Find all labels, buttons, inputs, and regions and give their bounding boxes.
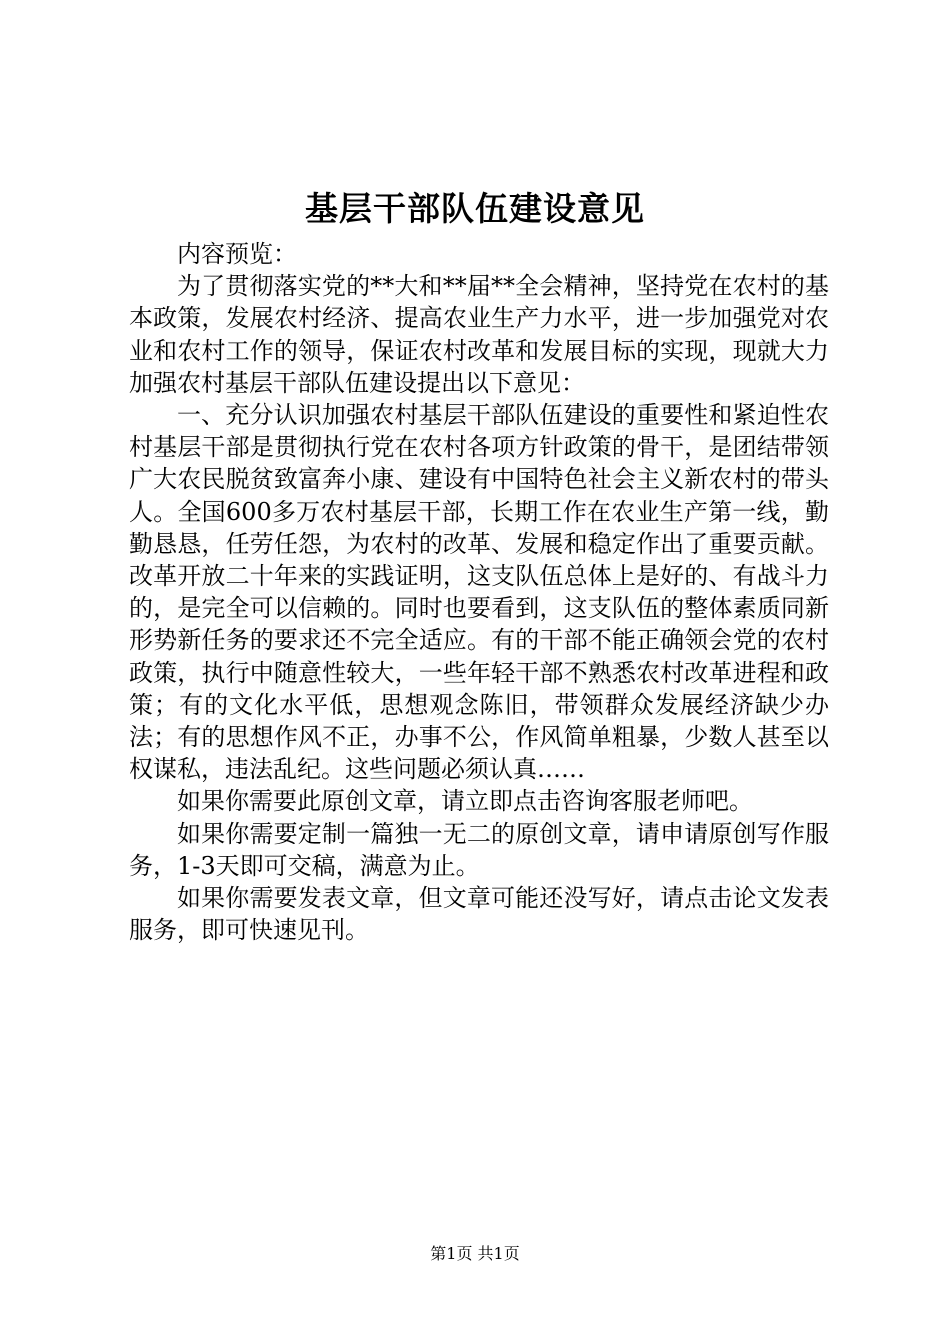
preview-label: 内容预览： xyxy=(177,240,297,268)
section-one-paragraph: 一、充分认识加强农村基层干部队伍建设的重要性和紧迫性农村基层干部是贯彻执行党在农村各项方针政策的骨干，是团结带领广大农民脱贫致富奔小康、建设有中国特色社会主义新农村的带头人。全国600多万农村基层干部，长期工作在农业生产第一线，勤勤恳恳，任劳任怨，为农村的改革、发展和稳定作出了重要贡献。改革开放二十年来的实践证明，这支队伍总体上是好的、有战斗力的，是完全可以信赖的。同时也要看到，这支队伍的整体素质同新形势新任务的要求还不完全适应。有的干部不能正确领会党的农村政策，执行中随意性较大，一些年轻干部不熟悉农村改革进程和政策；有的文化水平低，思想观念陈旧，带领群众发展经济缺少办法；有的思想作风不正，办事不公，作风简单粗暴，少数人甚至以权谋私，违法乱纪。这些问题必须认真…… xyxy=(129,401,829,784)
intro-paragraph: 为了贯彻落实党的**大和**届**全会精神，坚持党在农村的基本政策，发展农村经济、提高农业生产力水平，进一步加强党对农业和农村工作的领导，保证农村改革和发展目标的实现，现就大力加强农村基层干部队伍建设提出以下意见： xyxy=(129,272,829,397)
document-body xyxy=(129,238,829,946)
consult-service-link[interactable]: 如果你需要此原创文章，请立即点击咨询客服老师吧。 xyxy=(177,787,753,816)
page-number: 第1页 共1页 xyxy=(430,1244,520,1263)
document-title: 基层干部队伍建设意见 xyxy=(305,189,645,228)
custom-writing-link[interactable]: 如果你需要定制一篇独一无二的原创文章，请申请原创写作服务，1-3天即可交稿，满意为止。 xyxy=(129,819,829,880)
publish-service-link[interactable]: 如果你需要发表文章，但文章可能还没写好，请点击论文发表服务，即可快速见刊。 xyxy=(129,884,829,945)
